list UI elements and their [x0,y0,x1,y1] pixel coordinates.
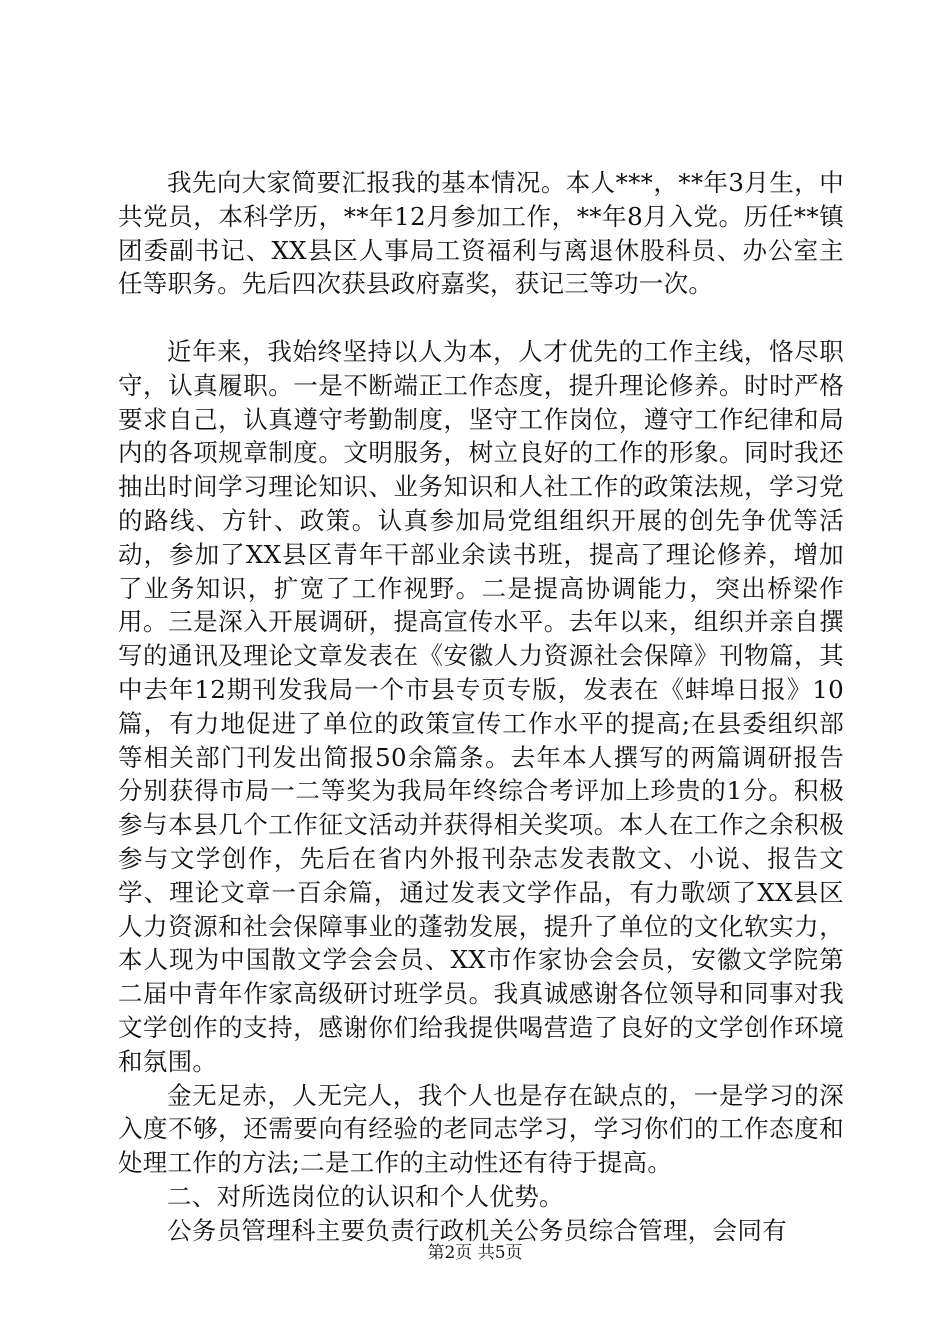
document-body [118,166,844,1248]
paragraph-basic-info: 我先向大家简要汇报我的基本情况。本人***，**年3月生，中共党员，本科学历，**年12月参加工作，**年8月入党。历任**镇团委副书记、XX县区人事局工资福利与离退休股科员、办公室主任等职务。先后四次获县政府嘉奖，获记三等功一次。 [118,168,844,299]
paragraph-work-record: 近年来，我始终坚持以人为本，人才优先的工作主线，恪尽职守，认真履职。一是不断端正工作态度，提升理论修养。时时严格要求自己，认真遵守考勤制度，坚守工作岗位，遵守工作纪律和局内的各项规章制度。文明服务，树立良好的工作的形象。同时我还抽出时间学习理论知识、业务知识和人社工作的政策法规，学习党的路线、方针、政策。认真参加局党组组织开展的创先争优等活动，参加了XX县区青年干部业余读书班，提高了理论修养，增加了业务知识，扩宽了工作视野。二是提高协调能力，突出桥梁作用。三是深入开展调研，提高宣传水平。去年以来，组织并亲自撰写的通讯及理论文章发表在《安徽人力资源社会保障》刊物篇，其中去年12期刊发我局一个市县专页专版，发表在《蚌埠日报》10篇，有力地促进了单位的政策宣传工作水平的提高;在县委组织部等相关部门刊发出简报50余篇条。去年本人撰写的两篇调研报告分别获得市局一二等奖为我局年终综合考评加上珍贵的1分。积极参与本县几个工作征文活动并获得相关奖项。本人在工作之余积极参与文学创作，先后在省内外报刊杂志发表散文、小说、报告文学、理论文章一百余篇，通过发表文学作品，有力歌颂了XX县区人力资源和社会保障事业的蓬勃发展，提升了单位的文化软实力，本人现为中国散文学会会员、XX市作家协会会员，安徽文学院第二届中青年作家高级研讨班学员。我真诚感谢各位领导和同事对我文学创作的支持，感谢你们给我提供喝营造了良好的文学创作环境和氛围。 [118,336,844,1076]
paragraph-position-duties: 公务员管理科主要负责行政机关公务员综合管理，会同有 [167,1215,787,1245]
section-heading: 二、对所选岗位的认识和个人优势。 [167,1181,564,1211]
page-footer: 第2页 共5页 [427,1243,523,1263]
paragraph-spacer [118,301,844,335]
paragraph-shortcomings: 金无足赤，人无完人，我个人也是存在缺点的，一是学习的深入度不够，还需要向有经验的老同志学习，学习你们的工作态度和处理工作的方法;二是工作的主动性还有待于提高。 [118,1080,844,1178]
